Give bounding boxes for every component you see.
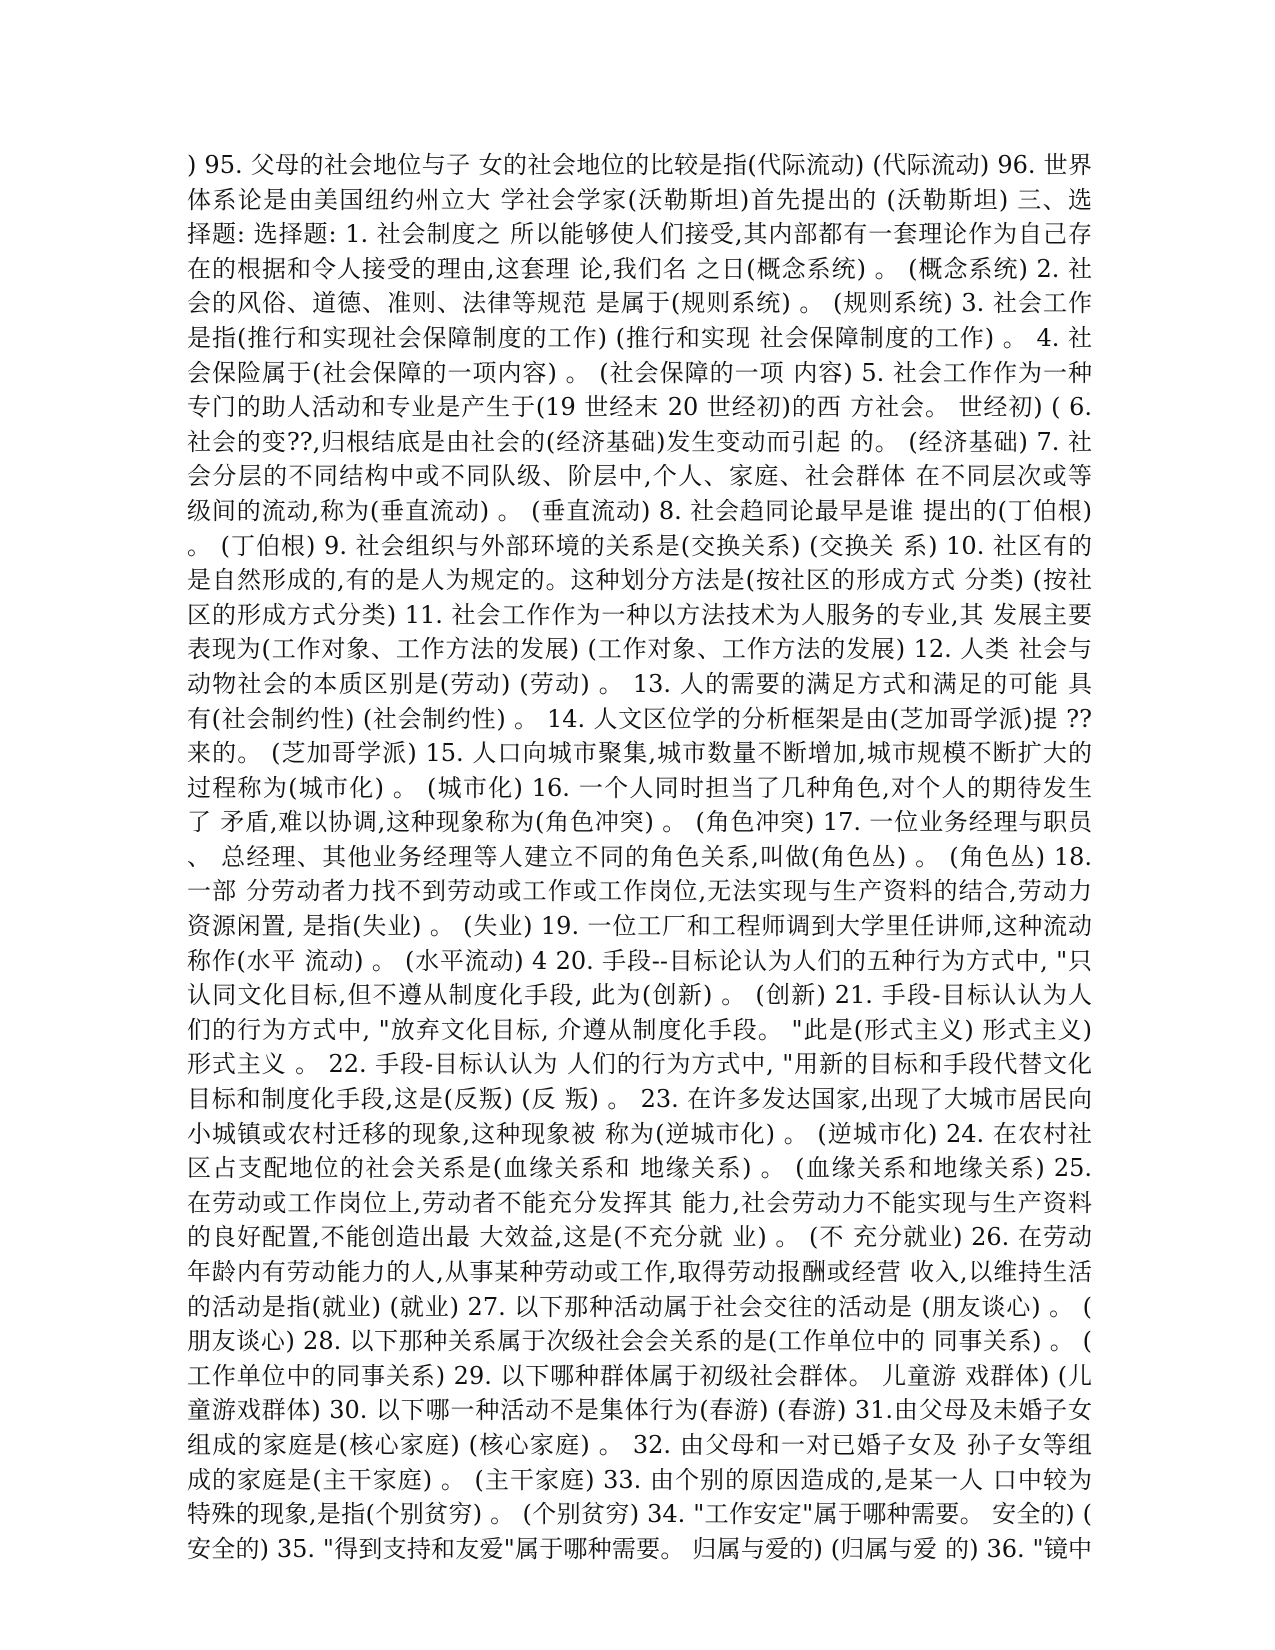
text-line: 是指(推行和实现社会保障制度的工作) (推行和实现 社会保障制度的工作) 。 4. 社 xyxy=(187,323,1092,352)
document-body-text xyxy=(187,148,1092,1566)
text-line: 称作(水平 流动) 。 (水平流动) 4 20. 手段--目标论认为人们的五种行为方式中, "只 xyxy=(187,946,1092,975)
text-line: 在的根据和令人接受的理由,这套理 论,我们名 之日(概念系统) 。 (概念系统) 2. 社 xyxy=(187,254,1092,283)
text-line: 小城镇或农村迁移的现象,这种现象被 称为(逆城市化) 。 (逆城市化) 24. 在农村社 xyxy=(187,1119,1092,1148)
text-line: 形式主义 。 22. 手段-目标认认为 人们的行为方式中, "用新的目标和手段代替文化 xyxy=(187,1050,1092,1079)
text-line: 动物社会的本质区别是(劳动) (劳动) 。 13. 人的需要的满足方式和满足的可能 具 xyxy=(187,669,1092,698)
text-line: 体系论是由美国纽约州立大 学社会学家(沃勒斯坦)首先提出的 (沃勒斯坦) 三、选 xyxy=(187,185,1092,214)
text-line: 安全的) 35. "得到支持和友爱"属于哪种需要。 归属与爱的) (归属与爱 的) 36. "镜中 xyxy=(187,1534,1092,1563)
text-line: 目标和制度化手段,这是(反叛) (反 叛) 。 23. 在许多发达国家,出现了大城市居民向 xyxy=(187,1085,1092,1114)
text-line: 童游戏群体) 30. 以下哪一种活动不是集体行为(春游) (春游) 31.由父母及未婚子女 xyxy=(187,1396,1092,1425)
text-line: 会的风俗、道德、准则、法律等规范 是属于(规则系统) 。 (规则系统) 3. 社会工作 xyxy=(187,289,1092,318)
text-line: 专门的助人活动和专业是产生于(19 世经末 20 世经初)的西 方社会。 世经初) ( 6. xyxy=(187,393,1092,422)
text-line: 在劳动或工作岗位上,劳动者不能充分发挥其 能力,社会劳动力不能实现与生产资料 xyxy=(187,1188,1092,1217)
text-line: 成的家庭是(主干家庭) 。 (主干家庭) 33. 由个别的原因造成的,是某一人 口中较为 xyxy=(187,1465,1092,1494)
text-line: 是自然形成的,有的是人为规定的。这种划分方法是(按社区的形成方式 分类) (按社 xyxy=(187,566,1092,595)
text-line: 会分层的不同结构中或不同队级、阶层中,个人、家庭、社会群体 在不同层次或等 xyxy=(187,462,1092,491)
text-line: 级间的流动,称为(垂直流动) 。 (垂直流动) 8. 社会趋同论最早是谁 提出的(丁伯根) xyxy=(187,496,1092,525)
text-line: 们的行为方式中, "放弃文化目标, 介遵从制度化手段。 "此是(形式主义) 形式主义) xyxy=(187,1015,1092,1044)
text-line: 资源闲置, 是指(失业) 。 (失业) 19. 一位工厂和工程师调到大学里任讲师,这种流动 xyxy=(187,912,1092,941)
text-line: 的活动是指(就业) (就业) 27. 以下那种活动属于社会交往的活动是 (朋友谈心) 。 ( xyxy=(187,1292,1092,1321)
text-line: 来的。 (芝加哥学派) 15. 人口向城市聚集,城市数量不断增加,城市规模不断扩大的 xyxy=(187,739,1092,768)
text-line: 。 (丁伯根) 9. 社会组织与外部环境的关系是(交换关系) (交换关 系) 10. 社区有的 xyxy=(187,531,1092,560)
text-line: 一部 分劳动者力找不到劳动或工作或工作岗位,无法实现与生产资料的结合,劳动力 xyxy=(187,877,1092,906)
text-line: 工作单位中的同事关系) 29. 以下哪种群体属于初级社会群体。 儿童游 戏群体) (儿 xyxy=(187,1361,1092,1390)
text-line: 择题: 选择题: 1. 社会制度之 所以能够使人们接受,其内部都有一套理论作为自己存 xyxy=(187,220,1092,249)
text-line: 表现为(工作对象、工作方法的发展) (工作对象、工作方法的发展) 12. 人类 社会与 xyxy=(187,635,1092,664)
text-line: 组成的家庭是(核心家庭) (核心家庭) 。 32. 由父母和一对已婚子女及 孙子女等组 xyxy=(187,1430,1092,1459)
text-line: 特殊的现象,是指(个别贫穷) 。 (个别贫穷) 34. "工作安定"属于哪种需要。 安全的) ( xyxy=(187,1500,1092,1529)
text-line: 的良好配置,不能创造出最 大效益,这是(不充分就 业) 。 (不 充分就业) 26. 在劳动 xyxy=(187,1223,1092,1252)
text-line: ) 95. 父母的社会地位与子 女的社会地位的比较是指(代际流动) (代际流动) 96. 世界 xyxy=(187,151,1092,179)
text-line: 认同文化目标,但不遵从制度化手段, 此为(创新) 。 (创新) 21. 手段-目标认认为人 xyxy=(187,981,1092,1010)
text-line: 过程称为(城市化) 。 (城市化) 16. 一个人同时担当了几种角色,对个人的期待发生 xyxy=(187,773,1092,802)
text-line: 会保险属于(社会保障的一项内容) 。 (社会保障的一项 内容) 5. 社会工作作为一种 xyxy=(187,358,1092,387)
text-line: 了 矛盾,难以协调,这种现象称为(角色冲突) 。 (角色冲突) 17. 一位业务经理与职员 xyxy=(187,808,1092,837)
text-line: 区占支配地位的社会关系是(血缘关系和 地缘关系) 。 (血缘关系和地缘关系) 25. xyxy=(187,1154,1092,1183)
text-line: 有(社会制约性) (社会制约性) 。 14. 人文区位学的分析框架是由(芝加哥学派)提 ?? xyxy=(187,704,1092,733)
text-line: 、 总经理、其他业务经理等人建立不同的角色关系,叫做(角色丛) 。 (角色丛) 18. xyxy=(187,842,1092,871)
text-line: 区的形成方式分类) 11. 社会工作作为一种以方法技术为人服务的专业,其 发展主要 xyxy=(187,600,1092,629)
text-line: 社会的变??,归根结底是由社会的(经济基础)发生变动而引起 的。 (经济基础) 7. 社 xyxy=(187,427,1092,456)
text-line: 朋友谈心) 28. 以下那种关系属于次级社会会关系的是(工作单位中的 同事关系) 。 ( xyxy=(187,1327,1092,1356)
text-line: 年龄内有劳动能力的人,从事某种劳动或工作,取得劳动报酬或经营 收入,以维持生活 xyxy=(187,1258,1092,1286)
